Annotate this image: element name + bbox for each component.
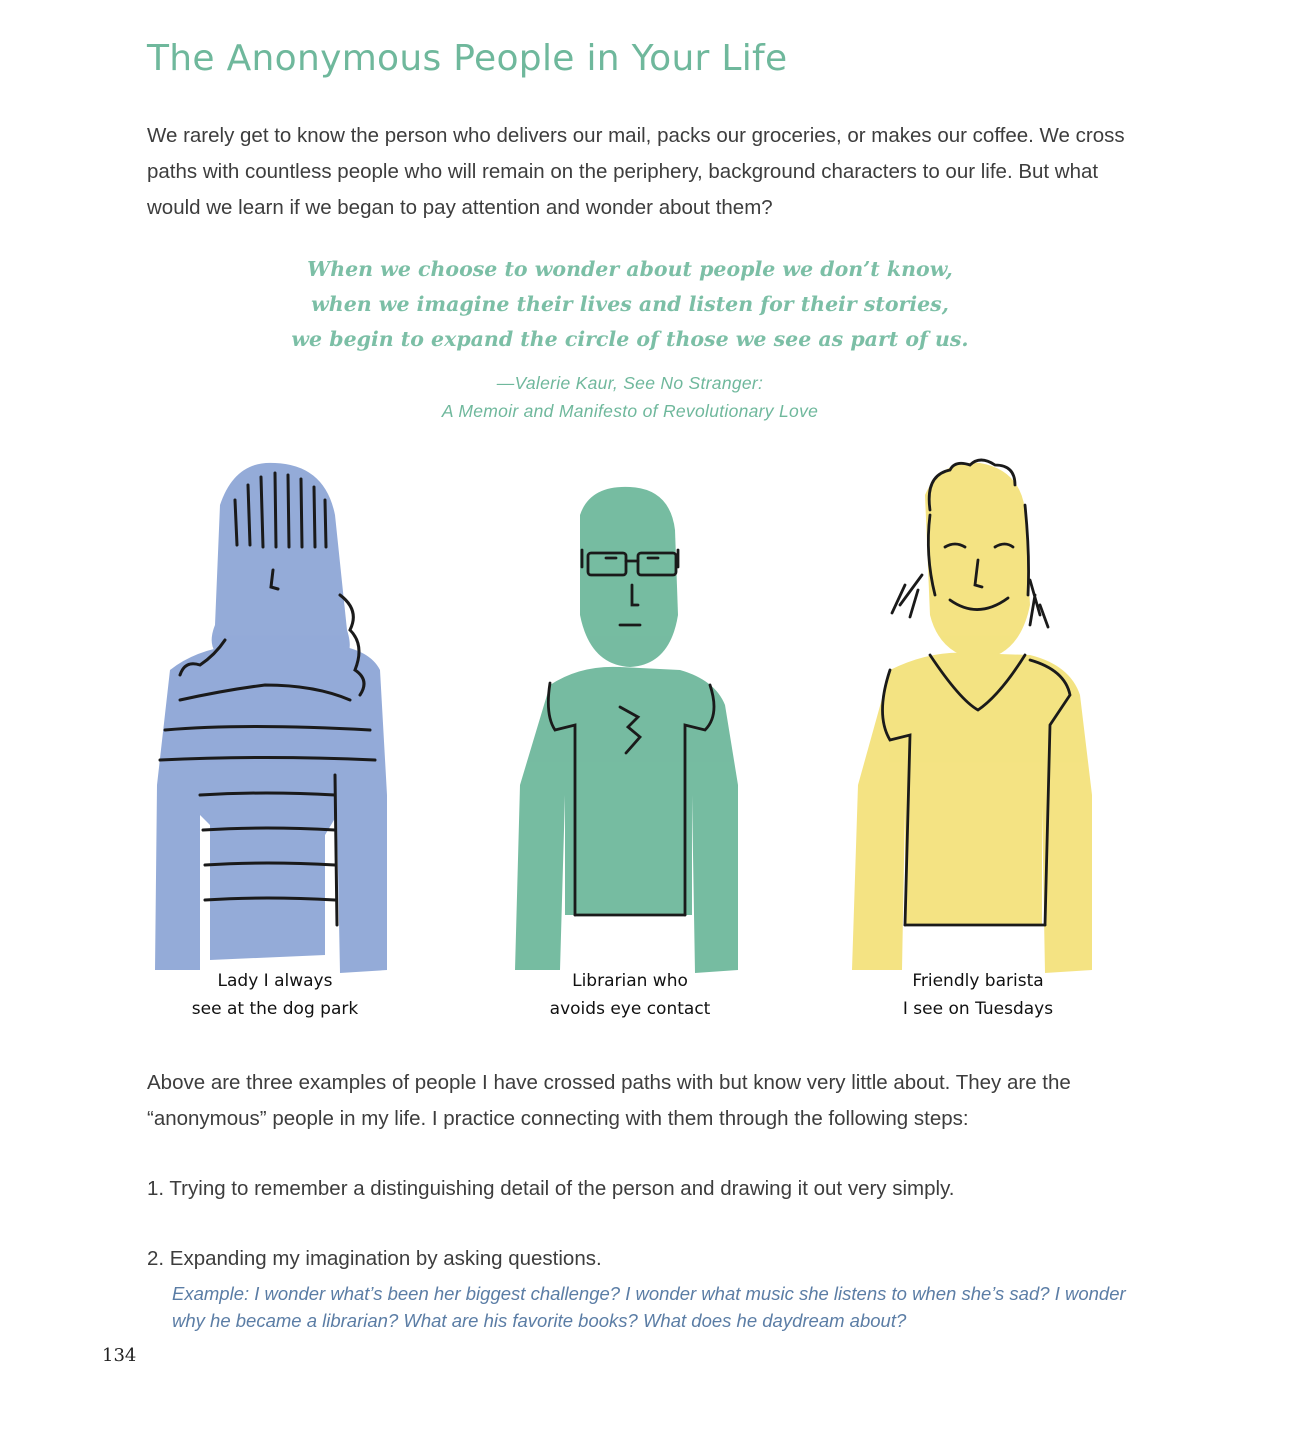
dog-park-lady-drawing: [125, 455, 425, 985]
caption-line: Librarian who: [572, 971, 688, 991]
quote-line: we begin to expand the circle of those we see as part of us.: [291, 327, 969, 351]
caption-line: see at the dog park: [191, 999, 359, 1019]
illustration-librarian: [480, 455, 780, 985]
quote-attribution: [200, 369, 1060, 425]
illustration-dog-park-lady: [125, 455, 425, 985]
caption-librarian: [480, 967, 780, 1023]
page-title: The Anonymous People in Your Life: [147, 38, 788, 79]
step-2: 2. Expanding my imagination by asking questions.: [147, 1247, 602, 1270]
librarian-drawing: [480, 455, 780, 985]
attribution-line: A Memoir and Manifesto of Revolutionary Love: [441, 401, 819, 421]
page-number: 134: [102, 1345, 137, 1366]
step-1: 1. Trying to remember a distinguishing detail of the person and drawing it out very simply.: [147, 1177, 955, 1200]
attribution-line: —Valerie Kaur, See No Stranger:: [496, 373, 764, 393]
caption-line: I see on Tuesdays: [902, 999, 1054, 1019]
body-paragraph: Above are three examples of people I have crossed paths with but know very little about. They are the “anonymous” people in my life. I practice connecting with them through the following steps:: [147, 1071, 1071, 1130]
caption-line: avoids eye contact: [549, 999, 711, 1019]
quote-line: when we imagine their lives and listen for their stories,: [311, 292, 949, 316]
intro-paragraph: We rarely get to know the person who delivers our mail, packs our groceries, or makes our coffee. We cross paths with countless people who will remain on the periphery, background characters to our life. But what would we learn if we began to pay attention and wonder about them?: [147, 124, 1125, 219]
illustration-barista: [830, 455, 1130, 985]
caption-barista: [828, 967, 1128, 1023]
caption-line: Friendly barista: [912, 971, 1044, 991]
caption-line: Lady I always: [217, 971, 333, 991]
quote-line: When we choose to wonder about people we don’t know,: [307, 257, 953, 281]
step-2-example: Example: I wonder what’s been her biggest challenge? I wonder what music she listens to when she’s sad? I wonder why he became a librarian? What are his favorite books? What does he daydream about?: [172, 1283, 1126, 1331]
caption-dog-park-lady: [125, 967, 425, 1023]
epigraph: [200, 252, 1060, 425]
barista-drawing: [830, 455, 1130, 985]
